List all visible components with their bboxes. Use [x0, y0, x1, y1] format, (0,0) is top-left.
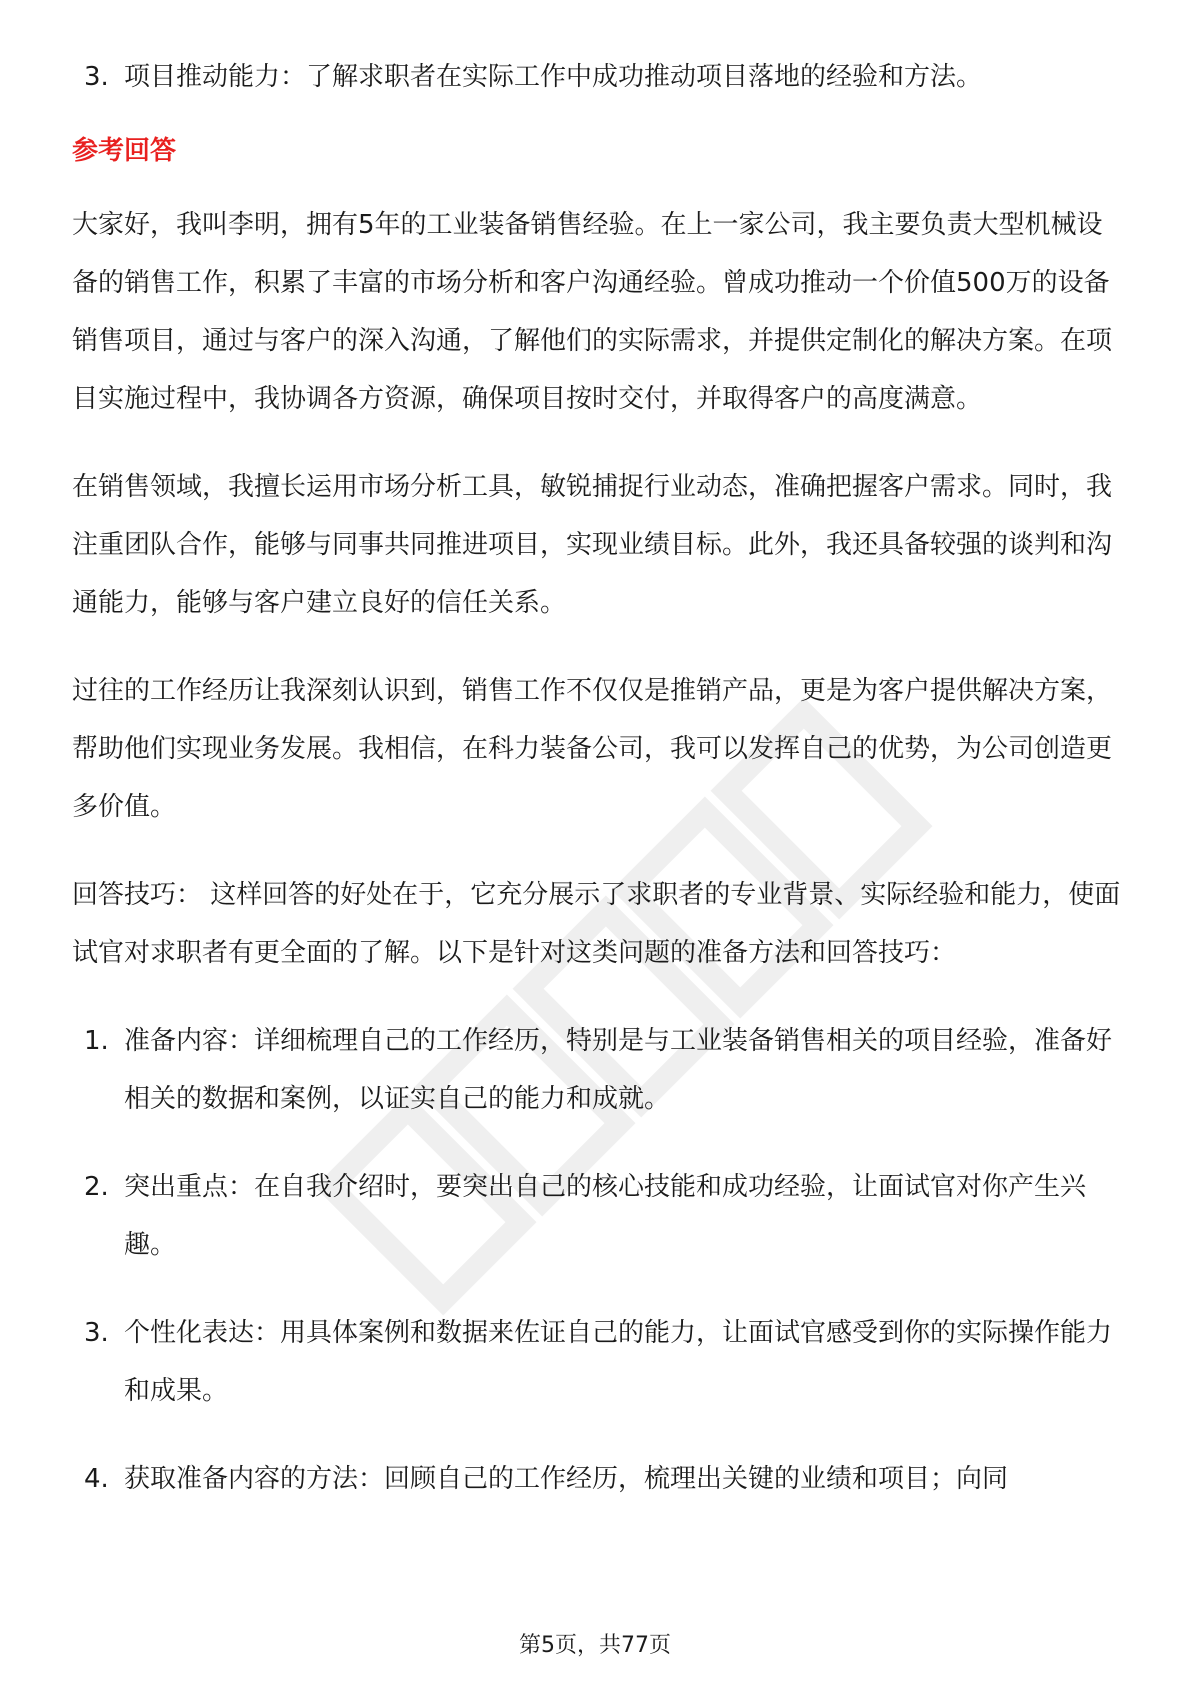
tip-text: 准备内容：详细梳理自己的工作经历，特别是与工业装备销售相关的项目经验，准备好相关的数据和案例，以证实自己的能力和成就。 [124, 1026, 1113, 1114]
tip-item-4 [72, 1450, 1122, 1508]
tip-number: 1. [84, 1026, 109, 1056]
paragraph-intro: 大家好，我叫李明，拥有5年的工业装备销售经验。在上一家公司，我主要负责大型机械设备的销售工作，积累了丰富的市场分析和客户沟通经验。曾成功推动一个价值500万的设备销售项目，通过与客户的深入沟通，了解他们的实际需求，并提供定制化的解决方案。在项目实施过程中，我协调各方资源，确保项目按时交付，并取得客户的高度满意。 [72, 210, 1113, 414]
tip-text: 获取准备内容的方法：回顾自己的工作经历，梳理出关键的业绩和项目；向同 [124, 1464, 1009, 1494]
tip-number: 3. [84, 1318, 109, 1348]
document-page [72, 48, 1122, 1538]
tip-number: 4. [84, 1464, 109, 1494]
tip-item-1 [72, 1012, 1122, 1128]
tip-item-2 [72, 1158, 1122, 1274]
section-heading: 参考回答 [72, 136, 177, 166]
tip-text: 突出重点：在自我介绍时，要突出自己的核心技能和成功经验，让面试官对你产生兴趣。 [124, 1172, 1087, 1260]
paragraph-tips-intro: 回答技巧： 这样回答的好处在于，它充分展示了求职者的专业背景、实际经验和能力，使面试官对求职者有更全面的了解。以下是针对这类问题的准备方法和回答技巧： [72, 880, 1121, 968]
page-footer: 第5页，共77页 [519, 1633, 671, 1658]
tips-list [72, 1012, 1122, 1508]
tip-item-3 [72, 1304, 1122, 1420]
paragraph-skills: 在销售领域，我擅长运用市场分析工具，敏锐捕捉行业动态，准确把握客户需求。同时，我注重团队合作，能够与同事共同推进项目，实现业绩目标。此外，我还具备较强的谈判和沟通能力，能够与客户建立良好的信任关系。 [72, 472, 1113, 618]
tip-number: 2. [84, 1172, 109, 1202]
list-text: 项目推动能力：了解求职者在实际工作中成功推动项目落地的经验和方法。 [124, 62, 983, 92]
list-number: 3. [84, 62, 109, 92]
tip-text: 个性化表达：用具体案例和数据来佐证自己的能力，让面试官感受到你的实际操作能力和成果。 [124, 1318, 1113, 1406]
list-item-project-drive [72, 48, 1122, 106]
paragraph-experience: 过往的工作经历让我深刻认识到，销售工作不仅仅是推销产品，更是为客户提供解决方案，帮助他们实现业务发展。我相信，在科力装备公司，我可以发挥自己的优势，为公司创造更多价值。 [72, 676, 1113, 822]
